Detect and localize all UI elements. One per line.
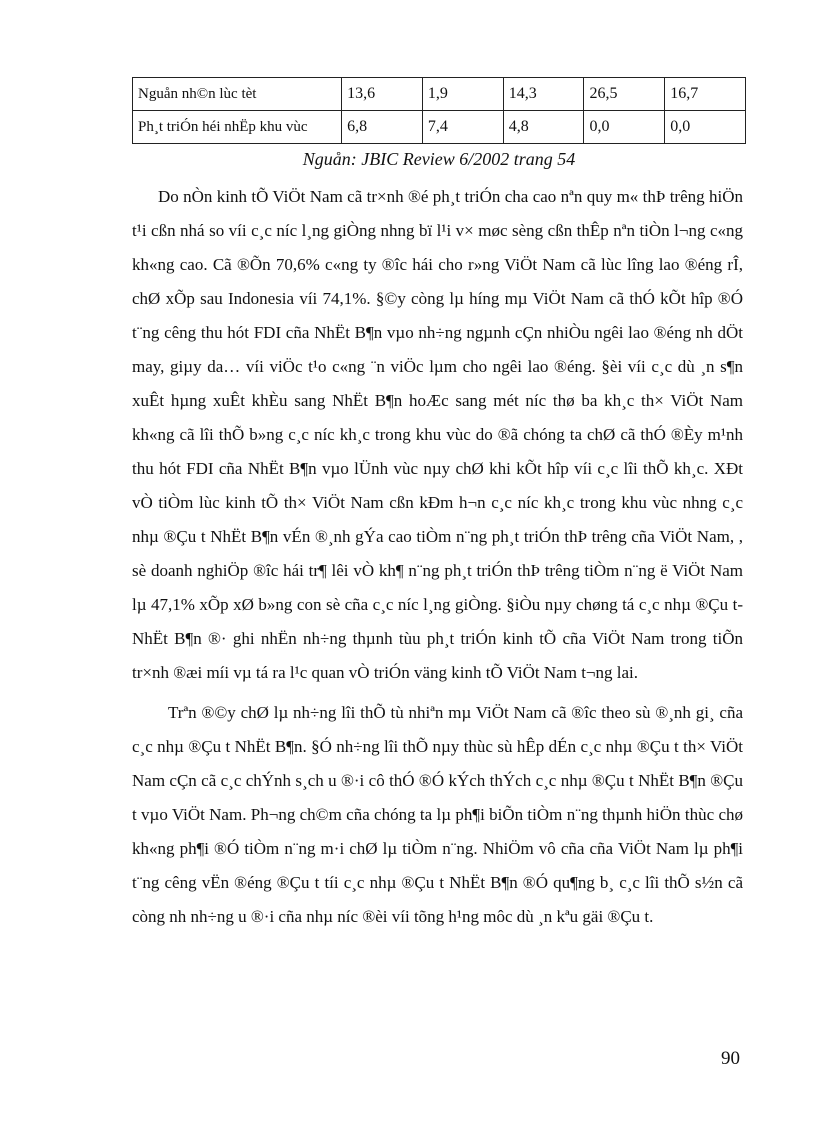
table-row bbox=[133, 111, 746, 144]
paragraph: Do nÒn kinh tÕ ViÖt Nam cã tr×nh ®é ph¸t triÓn cha cao nªn quy m« thÞ trêng hiÖn t¹i cßn nhá so víi c¸c níc l¸ng giÒng nhng bï l¹i v× møc sèng cßn thÊp nªn tiÒn l¬ng c«ng kh«ng cao. Cã ®Õn 70,6% c«ng ty ®îc hái cho r»ng ViÖt Nam cã lùc lîng lao ®éng rÎ, chØ xÕp sau Indonesia víi 74,1%. §©y còng lµ híng mµ ViÖt Nam cã thÓ kÕt hîp ®Ó t¨ng cêng thu hót FDI cña NhËt B¶n vµo nh÷ng ngµnh cÇn nhiÒu ngêi lao ®éng nh dÖt may, giµy da… víi viÖc t¹o c«ng ¨n viÖc lµm cho ngêi lao ®éng. §èi víi c¸c dù ¸n s¶n xuÊt hµng xuÊt khÈu sang NhËt B¶n hoÆc sang mét níc thø ba kh¸c th× ViÖt Nam kh«ng cã lîi thÕ b»ng c¸c níc kh¸c trong khu vùc do ®ã chóng ta chØ cã thÓ ®Èy m¹nh thu hót FDI cña NhËt B¶n vµo lÜnh vùc nµy chØ khi kÕt hîp víi c¸c lîi thÕ kh¸c. XÐt vÒ tiÒm lùc kinh tÕ th× ViÖt Nam cßn kÐm h¬n c¸c níc kh¸c trong khu vùc nhng c¸c nhµ ®Çu t NhËt B¶n vÉn ®¸nh gÝa cao tiÒm n¨ng ph¸t triÓn thÞ trêng cña ViÖt Nam, , sè doanh nghiÖp ®îc hái tr¶ lêi vÒ kh¶ n¨ng ph¸t triÓn thÞ trêng tiÒm n¨ng ë ViÖt Nam lµ 47,1% xÕp xØ b»ng con sè cña c¸c níc l¸ng giÒng. §iÒu nµy chøng tá c¸c nhµ ®Çu t NhËt B¶n ®· ghi nhËn nh÷ng thµnh tùu ph¸t triÓn kinh tÕ cña ViÖt Nam trong tiÕn tr×nh ®æi míi vµ tá ra l¹c quan vÒ triÓn väng kinh tÕ ViÖt Nam t¬ng lai. bbox=[132, 187, 743, 682]
page-number: 90 bbox=[721, 1048, 740, 1069]
table-cell: 16,7 bbox=[665, 78, 746, 111]
table-cell: 0,0 bbox=[665, 111, 746, 144]
table-cell: 6,8 bbox=[342, 111, 423, 144]
table-cell: 4,8 bbox=[503, 111, 584, 144]
table-cell: 7,4 bbox=[422, 111, 503, 144]
row-label: Nguån nh©n lùc tèt bbox=[133, 78, 342, 111]
body-text bbox=[132, 180, 743, 940]
table-source-caption: Nguån: JBIC Review 6/2002 trang 54 bbox=[302, 149, 576, 169]
table-cell: 1,9 bbox=[422, 78, 503, 111]
data-table bbox=[132, 77, 746, 144]
table-cell: 0,0 bbox=[584, 111, 665, 144]
row-label: Ph¸t triÓn héi nhËp khu vùc bbox=[133, 111, 342, 144]
table-row bbox=[133, 78, 746, 111]
table-cell: 26,5 bbox=[584, 78, 665, 111]
table-cell: 13,6 bbox=[342, 78, 423, 111]
paragraph: Trªn ®©y chØ lµ nh÷ng lîi thÕ tù nhiªn mµ ViÖt Nam cã ®îc theo sù ®¸nh gi¸ cña c¸c nhµ ®Çu t NhËt B¶n. §Ó nh÷ng lîi thÕ nµy thùc sù hÊp dÉn c¸c nhµ ®Çu t th× ViÖt Nam cÇn cã c¸c chÝnh s¸ch u ®·i cô thÓ ®Ó kÝch thÝch c¸c nhµ ®Çu t NhËt B¶n ®Çu t vµo ViÖt Nam. Ph¬ng ch©m cña chóng ta lµ ph¶i biÕn tiÒm n¨ng thµnh hiÖn thùc chø kh«ng ph¶i ®Ó tiÒm n¨ng m·i chØ lµ tiÒm n¨ng. NhiÖm vô cña cña ViÖt Nam lµ ph¶i t¨ng cêng vËn ®éng ®Çu t tíi c¸c nhµ ®Çu t NhËt B¶n ®Ó qu¶ng b¸ c¸c lîi thÕ s½n cã còng nh nh÷ng u ®·i cña nhµ níc ®èi víi tõng h¹ng môc dù ¸n kªu gäi ®Çu t. bbox=[132, 703, 743, 926]
table-cell: 14,3 bbox=[503, 78, 584, 111]
